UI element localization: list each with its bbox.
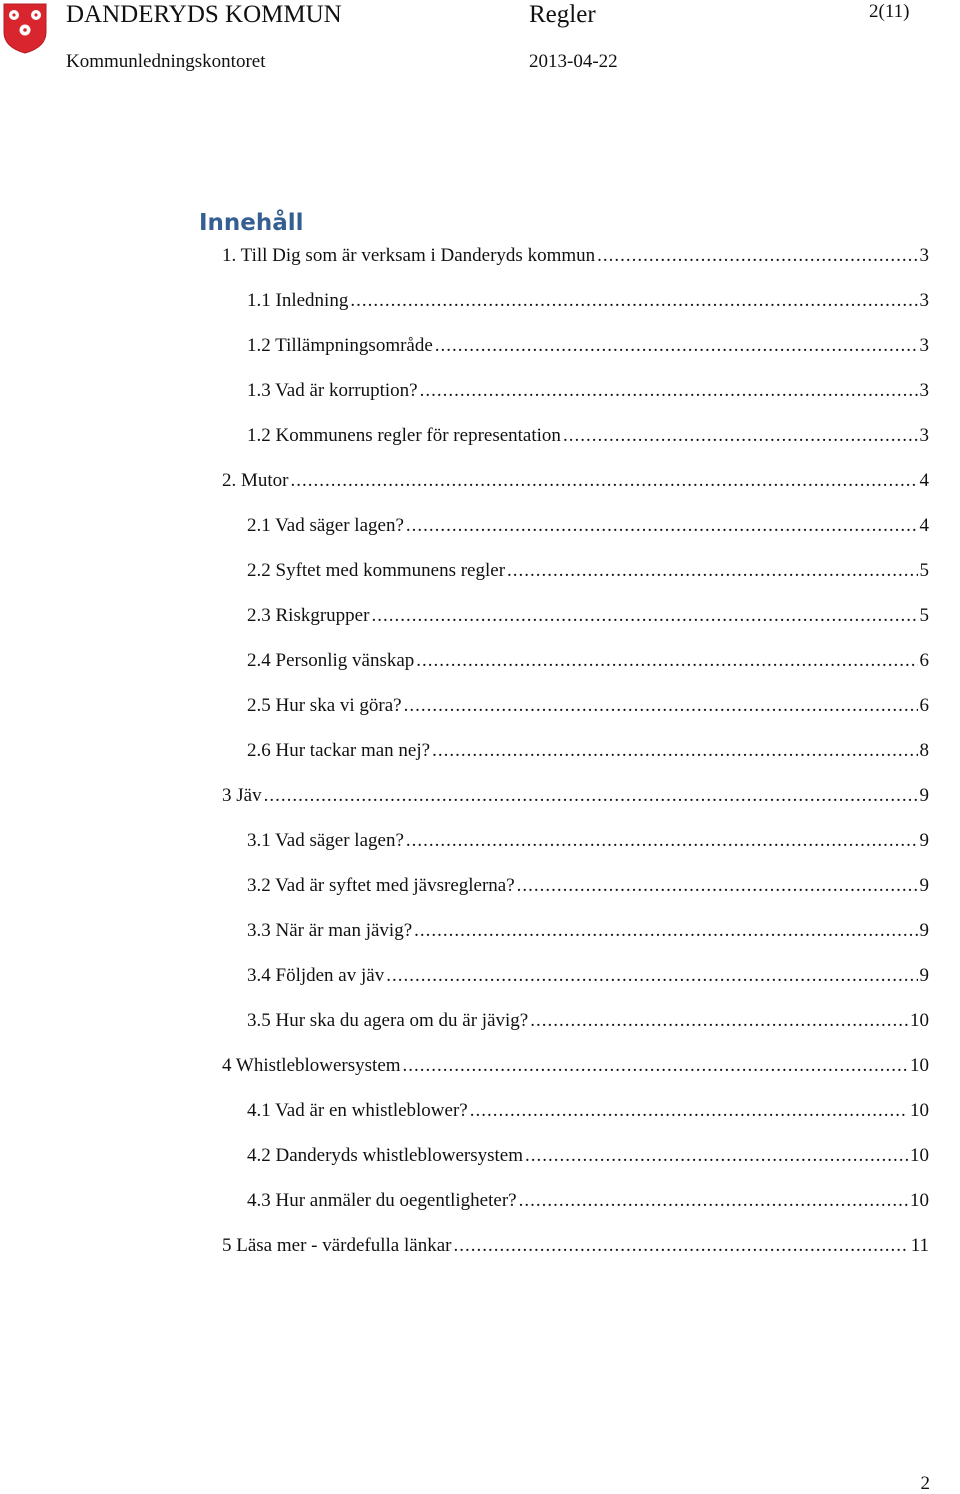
toc-entry-page: 6 bbox=[919, 650, 929, 671]
toc-dot-leader bbox=[403, 1052, 908, 1080]
toc-entry-title: 2.4 Personlig vänskap bbox=[247, 650, 415, 671]
toc-entry-page: 4 bbox=[919, 515, 929, 536]
toc-entry-title: 1.1 Inledning bbox=[247, 290, 349, 311]
page-indicator: 2(11) bbox=[869, 1, 910, 22]
toc-entry-page: 9 bbox=[919, 785, 929, 806]
toc-dot-leader bbox=[350, 287, 917, 315]
toc-entry-title: 4.3 Hur anmäler du oegentligheter? bbox=[247, 1190, 517, 1211]
toc-entry-title: 2.2 Syftet med kommunens regler bbox=[247, 560, 506, 581]
toc-entry-page: 10 bbox=[910, 1145, 929, 1166]
toc-entry-page: 10 bbox=[910, 1055, 929, 1076]
toc-dot-leader bbox=[470, 1097, 908, 1125]
toc-dot-leader bbox=[525, 1142, 908, 1170]
toc-dot-leader bbox=[416, 647, 917, 675]
toc-entry-page: 8 bbox=[919, 740, 929, 761]
toc-entry[interactable] bbox=[222, 242, 929, 270]
toc-entry[interactable] bbox=[247, 872, 929, 900]
toc-dot-leader bbox=[435, 332, 918, 360]
toc-entry-page: 3 bbox=[919, 335, 929, 356]
toc-entry-title: 3.3 När är man jävig? bbox=[247, 920, 413, 941]
toc-dot-leader bbox=[517, 872, 918, 900]
toc-dot-leader bbox=[404, 692, 918, 720]
toc-entry[interactable] bbox=[247, 602, 929, 630]
toc-entry[interactable] bbox=[222, 782, 929, 810]
toc-entry[interactable] bbox=[247, 647, 929, 675]
toc-entry[interactable] bbox=[222, 467, 929, 495]
toc-entry-page: 9 bbox=[919, 830, 929, 851]
toc-entry-title: 1.3 Vad är korruption? bbox=[247, 380, 418, 401]
toc-entry-page: 10 bbox=[910, 1010, 929, 1031]
toc-entry-title: 4 Whistleblowersystem bbox=[222, 1055, 401, 1076]
toc-entry-title: 2. Mutor bbox=[222, 470, 289, 491]
toc-entry[interactable] bbox=[247, 557, 929, 585]
toc-dot-leader bbox=[453, 1232, 908, 1260]
toc-entry-page: 6 bbox=[919, 695, 929, 716]
toc-dot-leader bbox=[386, 962, 917, 990]
toc-entry-title: 2.5 Hur ska vi göra? bbox=[247, 695, 402, 716]
toc-entry-title: 1. Till Dig som är verksam i Danderyds kommun bbox=[222, 245, 596, 266]
toc-entry-title: 1.2 Tillämpningsområde bbox=[247, 335, 433, 356]
toc-entry[interactable] bbox=[247, 737, 929, 765]
toc-entry-title: 4.1 Vad är en whistleblower? bbox=[247, 1100, 468, 1121]
toc-entry-page: 3 bbox=[919, 290, 929, 311]
toc-dot-leader bbox=[507, 557, 917, 585]
toc-dot-leader bbox=[371, 602, 917, 630]
toc-entry-title: 3.4 Följden av jäv bbox=[247, 965, 385, 986]
toc-dot-leader bbox=[264, 782, 918, 810]
organization-name: DANDERYDS KOMMUN bbox=[66, 1, 342, 28]
toc-entry-title: 3.1 Vad säger lagen? bbox=[247, 830, 404, 851]
toc-entry[interactable] bbox=[247, 692, 929, 720]
toc-entry-title: 4.2 Danderyds whistleblowersystem bbox=[247, 1145, 523, 1166]
toc-entry[interactable] bbox=[247, 287, 929, 315]
toc-entry-title: 2.6 Hur tackar man nej? bbox=[247, 740, 431, 761]
toc-entry[interactable] bbox=[247, 377, 929, 405]
department-name: Kommunledningskontoret bbox=[66, 51, 266, 72]
toc-entry-title: 2.3 Riskgrupper bbox=[247, 605, 370, 626]
toc-entry-page: 3 bbox=[919, 245, 929, 266]
toc-entry[interactable] bbox=[247, 1142, 929, 1170]
toc-entry-title: 3.5 Hur ska du agera om du är jävig? bbox=[247, 1010, 529, 1031]
toc-entry[interactable] bbox=[247, 827, 929, 855]
toc-entry-page: 4 bbox=[919, 470, 929, 491]
toc-entry[interactable] bbox=[247, 332, 929, 360]
toc-entry[interactable] bbox=[222, 1232, 929, 1260]
toc-entry-title: 3.2 Vad är syftet med jävsreglerna? bbox=[247, 875, 515, 896]
toc-entry[interactable] bbox=[247, 917, 929, 945]
danderyd-coat-of-arms-icon bbox=[2, 2, 48, 54]
toc-entry-page: 9 bbox=[919, 920, 929, 941]
document-date: 2013-04-22 bbox=[529, 51, 618, 72]
toc-entry-page: 3 bbox=[919, 425, 929, 446]
toc-entry-page: 10 bbox=[910, 1190, 929, 1211]
toc-entry-page: 9 bbox=[919, 875, 929, 896]
toc-entry[interactable] bbox=[222, 1052, 929, 1080]
toc-entry-page: 11 bbox=[910, 1235, 929, 1256]
toc-dot-leader bbox=[432, 737, 917, 765]
toc-entry[interactable] bbox=[247, 512, 929, 540]
toc-dot-leader bbox=[519, 1187, 908, 1215]
document-type: Regler bbox=[529, 1, 596, 28]
toc-heading: Innehåll bbox=[199, 210, 304, 236]
toc-entry-title: 2.1 Vad säger lagen? bbox=[247, 515, 404, 536]
toc-entry[interactable] bbox=[247, 1097, 929, 1125]
toc-dot-leader bbox=[420, 377, 918, 405]
toc-dot-leader bbox=[406, 512, 918, 540]
footer-page-number: 2 bbox=[920, 1473, 930, 1494]
toc-dot-leader bbox=[291, 467, 918, 495]
toc-entry-title: 3 Jäv bbox=[222, 785, 262, 806]
toc-entry-page: 9 bbox=[919, 965, 929, 986]
toc-entry[interactable] bbox=[247, 962, 929, 990]
toc-dot-leader bbox=[406, 827, 918, 855]
toc-entry-page: 10 bbox=[910, 1100, 929, 1121]
toc-entry-page: 5 bbox=[919, 560, 929, 581]
toc-entry-page: 5 bbox=[919, 605, 929, 626]
toc-entry[interactable] bbox=[247, 1007, 929, 1035]
toc-entry-page: 3 bbox=[919, 380, 929, 401]
toc-entry-title: 1.2 Kommunens regler för representation bbox=[247, 425, 561, 446]
toc-dot-leader bbox=[414, 917, 917, 945]
toc-entry-title: 5 Läsa mer - värdefulla länkar bbox=[222, 1235, 452, 1256]
toc-entry[interactable] bbox=[247, 1187, 929, 1215]
toc-dot-leader bbox=[530, 1007, 908, 1035]
toc-dot-leader bbox=[597, 242, 917, 270]
toc-dot-leader bbox=[563, 422, 918, 450]
toc-entry[interactable] bbox=[247, 422, 929, 450]
